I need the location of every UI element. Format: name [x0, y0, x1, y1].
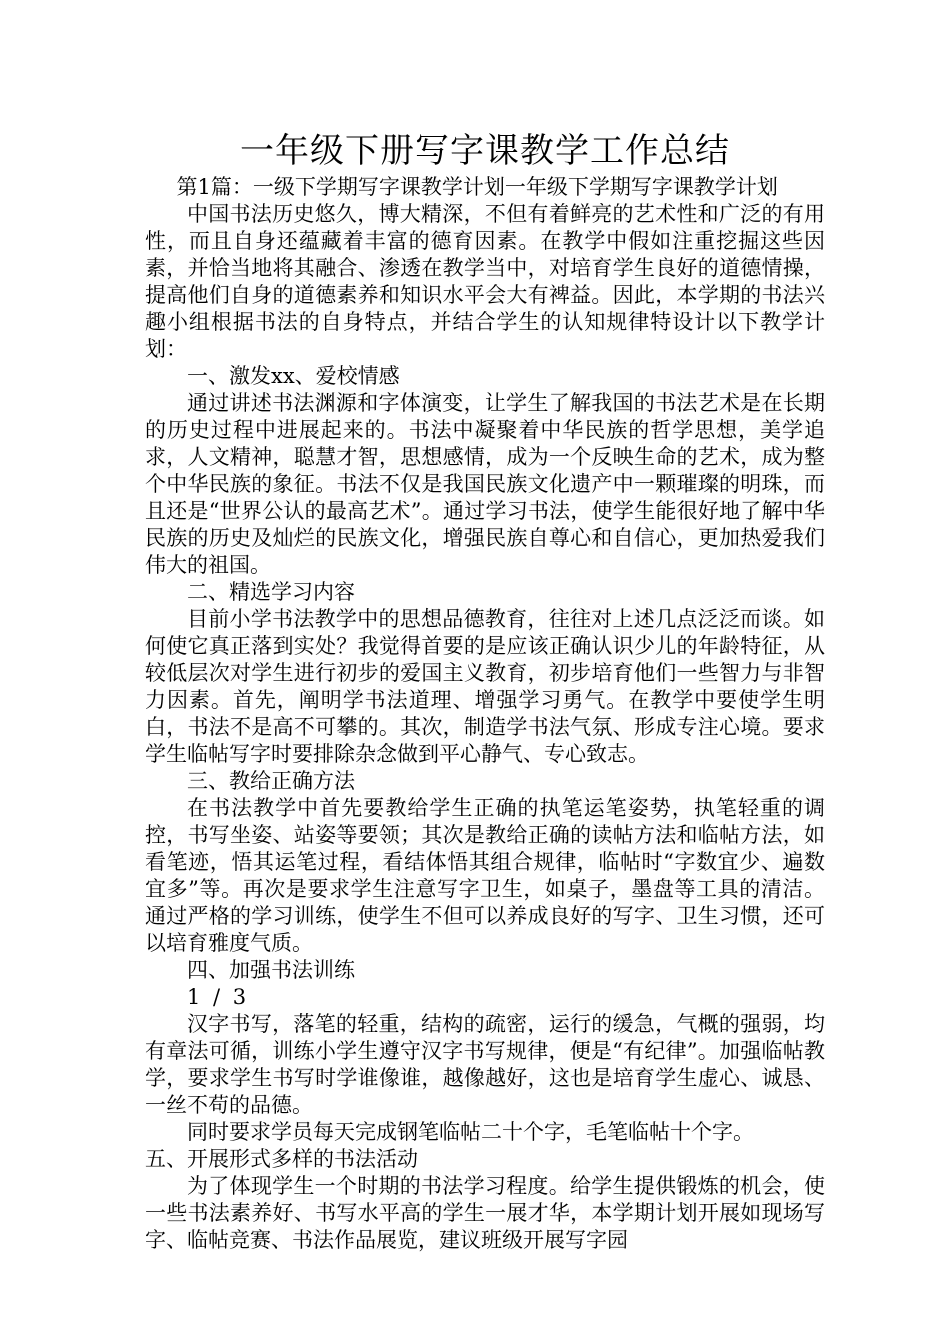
section-heading-1: 一、激发xx、爱校情感 [187, 364, 400, 388]
document-body [145, 174, 825, 1254]
paragraph-section-1: 通过讲述书法渊源和字体演变，让学生了解我国的书法艺术是在长期的历史过程中进展起来的。书法中凝聚着中华民族的哲学思想，美学追求，人文精神，聪慧才智，思想感情，成为一个反映生命的艺术，成为整个中华民族的象征。书法不仅是我国民族文化遗产中一颗璀璨的明珠，而且还是“世界公认的最高艺术”。通过学习书法，使学生能很好地了解中华民族的历史及灿烂的民族文化，增强民族自尊心和自信心，更加热爱我们伟大的祖国。 [145, 391, 825, 577]
section-heading-5: 五、开展形式多样的书法活动 [145, 1147, 418, 1171]
paragraph-section-3: 在书法教学中首先要教给学生正确的执笔运笔姿势，执笔轻重的调控，书写坐姿、站姿等要领；其次是教给正确的读帖方法和临帖方法，如看笔迹，悟其运笔过程，看结体悟其组合规律，临帖时“字数宜少、遍数宜多”等。再次是要求学生注意写字卫生，如桌子，墨盘等工具的清洁。通过严格的学习训练，使学生不但可以养成良好的写字、卫生习惯，还可以培育雅度气质。 [145, 796, 825, 955]
section-heading-2: 二、精选学习内容 [187, 580, 355, 604]
section-heading-4: 四、加强书法训练 [187, 958, 355, 982]
page-indicator: 1 / 3 [187, 985, 250, 1009]
paragraph-daily-practice: 同时要求学员每天完成钢笔临帖二十个字，毛笔临帖十个字。 [187, 1120, 754, 1144]
paragraph-section-5: 为了体现学生一个时期的书法学习程度。给学生提供锻炼的机会，使一些书法素养好、书写水平高的学生一展才华，本学期计划开展如现场写字、临帖竞赛、书法作品展览，建议班级开展写字园 [145, 1174, 825, 1252]
section-heading-3: 三、教给正确方法 [187, 769, 355, 793]
paragraph-section-2: 目前小学书法教学中的思想品德教育，往往对上述几点泛泛而谈。如何使它真正落到实处？我觉得首要的是应该正确认识少儿的年龄特征，从较低层次对学生进行初步的爱国主义教育，初步培育他们一些智力与非智力因素。首先，阐明学书法道理、增强学习勇气。在教学中要使学生明白，书法不是高不可攀的。其次，制造学书法气氛、形成专注心境。要求学生临帖写字时要排除杂念做到平心静气、专心致志。 [145, 607, 825, 766]
page-title: 一年级下册写字课教学工作总结 [240, 131, 730, 171]
paragraph-heading-article: 第1篇：一级下学期写字课教学计划一年级下学期写字课教学计划 [176, 175, 778, 199]
paragraph-section-4: 汉字书写，落笔的轻重，结构的疏密，运行的缓急，气概的强弱，均有章法可循，训练小学生遵守汉字书写规律，便是“有纪律”。加强临帖教学，要求学生书写时学谁像谁，越像越好，这也是培育学生虚心、诚恳、一丝不苟的品德。 [145, 1012, 825, 1117]
paragraph-intro: 中国书法历史悠久，博大精深，不但有着鲜亮的艺术性和广泛的有用性，而且自身还蕴藏着丰富的德育因素。在教学中假如注重挖掘这些因素，并恰当地将其融合、渗透在教学当中，对培育学生良好的道德情操，提高他们自身的道德素养和知识水平会大有裨益。因此，本学期的书法兴趣小组根据书法的自身特点，并结合学生的认知规律特设计以下教学计划： [145, 202, 825, 361]
document-page [145, 128, 825, 1254]
